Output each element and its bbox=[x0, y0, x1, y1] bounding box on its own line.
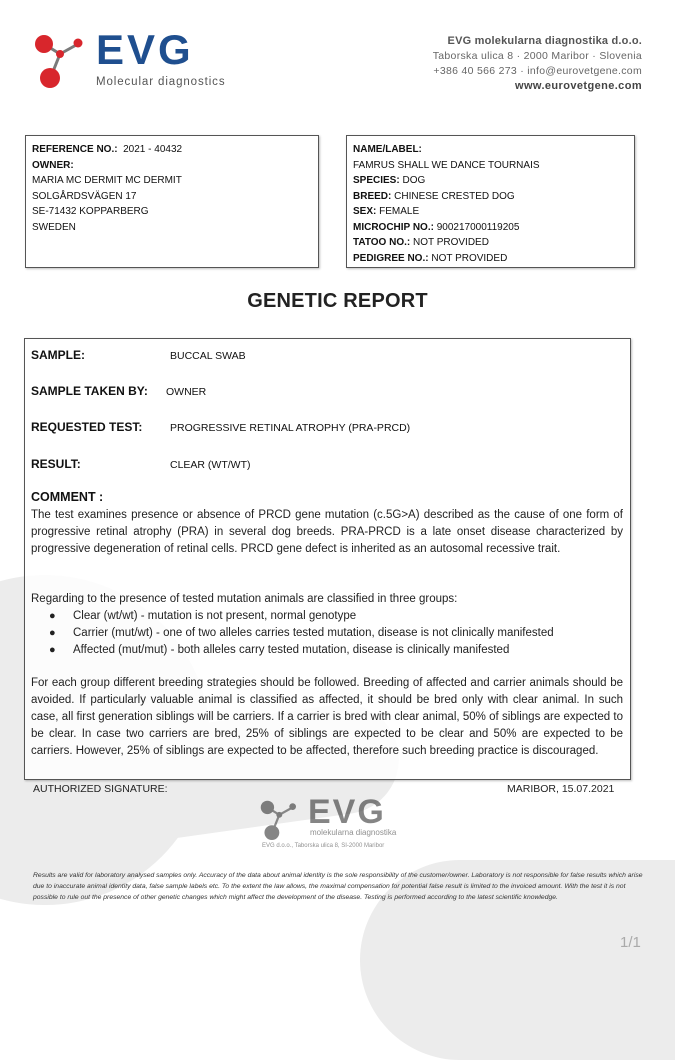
stamp-molecule-icon bbox=[258, 797, 308, 843]
result-value: CLEAR (WT/WT) bbox=[170, 459, 251, 471]
company-address: Taborska ulica 8 · 2000 Maribor · Slovenia bbox=[432, 50, 642, 62]
owner-info-box bbox=[25, 135, 319, 268]
microchip-label: MICROCHIP NO.: bbox=[353, 221, 434, 233]
species-label: SPECIES: bbox=[353, 175, 400, 186]
company-name: EVG molekularna diagnostika d.o.o. bbox=[447, 35, 642, 47]
species-value: DOG bbox=[402, 175, 426, 186]
company-contact: +386 40 566 273 · info@eurovetgene.com bbox=[433, 65, 642, 77]
taken-by-label: SAMPLE TAKEN BY: bbox=[31, 384, 148, 398]
sample-label: SAMPLE: bbox=[31, 348, 85, 362]
report-title: GENETIC REPORT bbox=[247, 290, 428, 312]
owner-name: MARIA MC DERMIT MC DERMIT bbox=[32, 175, 182, 186]
name-value: FAMRUS SHALL WE DANCE TOURNAIS bbox=[353, 159, 540, 171]
bullet-text-carrier: Carrier (mut/wt) - one of two alleles carries tested mutation, disease is not clinically manifested bbox=[73, 627, 554, 639]
signature-label: AUTHORIZED SIGNATURE: bbox=[33, 783, 168, 795]
pedigree-label: PEDIGREE NO.: bbox=[353, 252, 429, 264]
comment-title: COMMENT : bbox=[31, 490, 104, 504]
bullet-icon: ● bbox=[49, 644, 56, 656]
bullet-text-affected: Affected (mut/mut) - both alleles carry tested mutation, disease is clinically manifested bbox=[73, 644, 510, 656]
owner-street: SOLGÅRDSVÄGEN 17 bbox=[32, 190, 137, 202]
company-stamp bbox=[258, 795, 428, 855]
owner-country: SWEDEN bbox=[32, 221, 76, 233]
owner-city: SE-71432 KOPPARBERG bbox=[32, 206, 149, 217]
comment-paragraph-1: The test examines presence or absence of PRCD gene mutation (c.5G>A) described as the cause of one form of progressive retinal atrophy (PRA) in several dog breeds. PRA-PRCD is a late onset disease characterized by progressive degeneration of retinal cells. PRCD gene defect is inherited as an autosomal recessive trait. bbox=[31, 509, 623, 555]
test-value: PROGRESSIVE RETINAL ATROPHY (PRA-PRCD) bbox=[170, 422, 411, 434]
sample-value: BUCCAL SWAB bbox=[170, 350, 246, 362]
tatoo-value: NOT PROVIDED bbox=[413, 237, 489, 248]
animal-info-box bbox=[346, 135, 635, 268]
logo-text: EVG bbox=[96, 26, 194, 73]
place-date: MARIBOR, 15.07.2021 bbox=[507, 783, 615, 795]
company-logo bbox=[32, 26, 247, 92]
sex-label: SEX: bbox=[353, 206, 377, 217]
tatoo-label: TATOO NO.: bbox=[353, 237, 411, 248]
sex-value: FEMALE bbox=[379, 206, 420, 217]
test-label: REQUESTED TEST: bbox=[31, 420, 143, 434]
reference-row bbox=[32, 142, 182, 158]
list-item bbox=[49, 642, 509, 659]
stamp-subtitle: molekularna diagnostika bbox=[310, 828, 397, 837]
stamp-logo-text: EVG bbox=[308, 793, 386, 831]
result-label: RESULT: bbox=[31, 457, 81, 471]
bullet-text-clear: Clear (wt/wt) - mutation is not present, normal genotype bbox=[73, 610, 357, 622]
name-label: NAME/LABEL: bbox=[353, 144, 422, 155]
owner-label: OWNER: bbox=[32, 159, 74, 171]
comment-paragraph-2: Regarding to the presence of tested mutation animals are classified in three groups: bbox=[31, 593, 458, 605]
bullet-icon: ● bbox=[49, 610, 56, 622]
logo-subtitle: Molecular diagnostics bbox=[96, 76, 226, 88]
report-body-box bbox=[24, 338, 631, 780]
bullet-icon: ● bbox=[49, 627, 56, 639]
microchip-value: 900217000119205 bbox=[436, 221, 520, 233]
page-number: 1/1 bbox=[620, 934, 641, 951]
company-website[interactable]: www.eurovetgene.com bbox=[515, 80, 642, 92]
list-item bbox=[49, 625, 554, 642]
comment-paragraph-3: For each group different breeding strategies should be followed. Breeding of affected and carrier animals should be avoided. If particularly valuable animal is classified as affected, it should be bred only with clear animal. In such case, all first generation siblings will be carriers. If a carrier is bred with clear animal, 50% of siblings are expected to be clear. In case two carriers are bred, 25% of siblings are expected to be clear and 50% are expected to be carriers. However, 25% of siblings are expected to be affected, therefore such breeding practice is discouraged. bbox=[31, 677, 623, 757]
list-item bbox=[49, 608, 356, 625]
disclaimer-text: Results are valid for laboratory analysed samples only. Accuracy of the data about animal identity is the sole responsibility of the customer/owner. Laboratory is not responsible for false results which arise due to inaccurate animal identity data, false sample labels etc. To the extent the law allows, the maximal compensation for potential false result is limited to the invoiced amount. With the test it is not possible to rule out the presence of other genetic changes which might affect the development of the disease. Testing is performed according to the latest scientific knowledge. bbox=[33, 872, 643, 901]
reference-label: REFERENCE NO.: bbox=[32, 144, 118, 155]
molecule-icon bbox=[32, 30, 98, 92]
taken-by-value: OWNER bbox=[166, 386, 207, 398]
pedigree-value: NOT PROVIDED bbox=[431, 252, 508, 264]
breed-value: CHINESE CRESTED DOG bbox=[394, 190, 515, 202]
stamp-address: EVG d.o.o., Taborska ulica 8, SI-2000 Maribor bbox=[262, 843, 385, 849]
reference-value: 2021 - 40432 bbox=[123, 144, 183, 155]
breed-label: BREED: bbox=[353, 190, 392, 202]
